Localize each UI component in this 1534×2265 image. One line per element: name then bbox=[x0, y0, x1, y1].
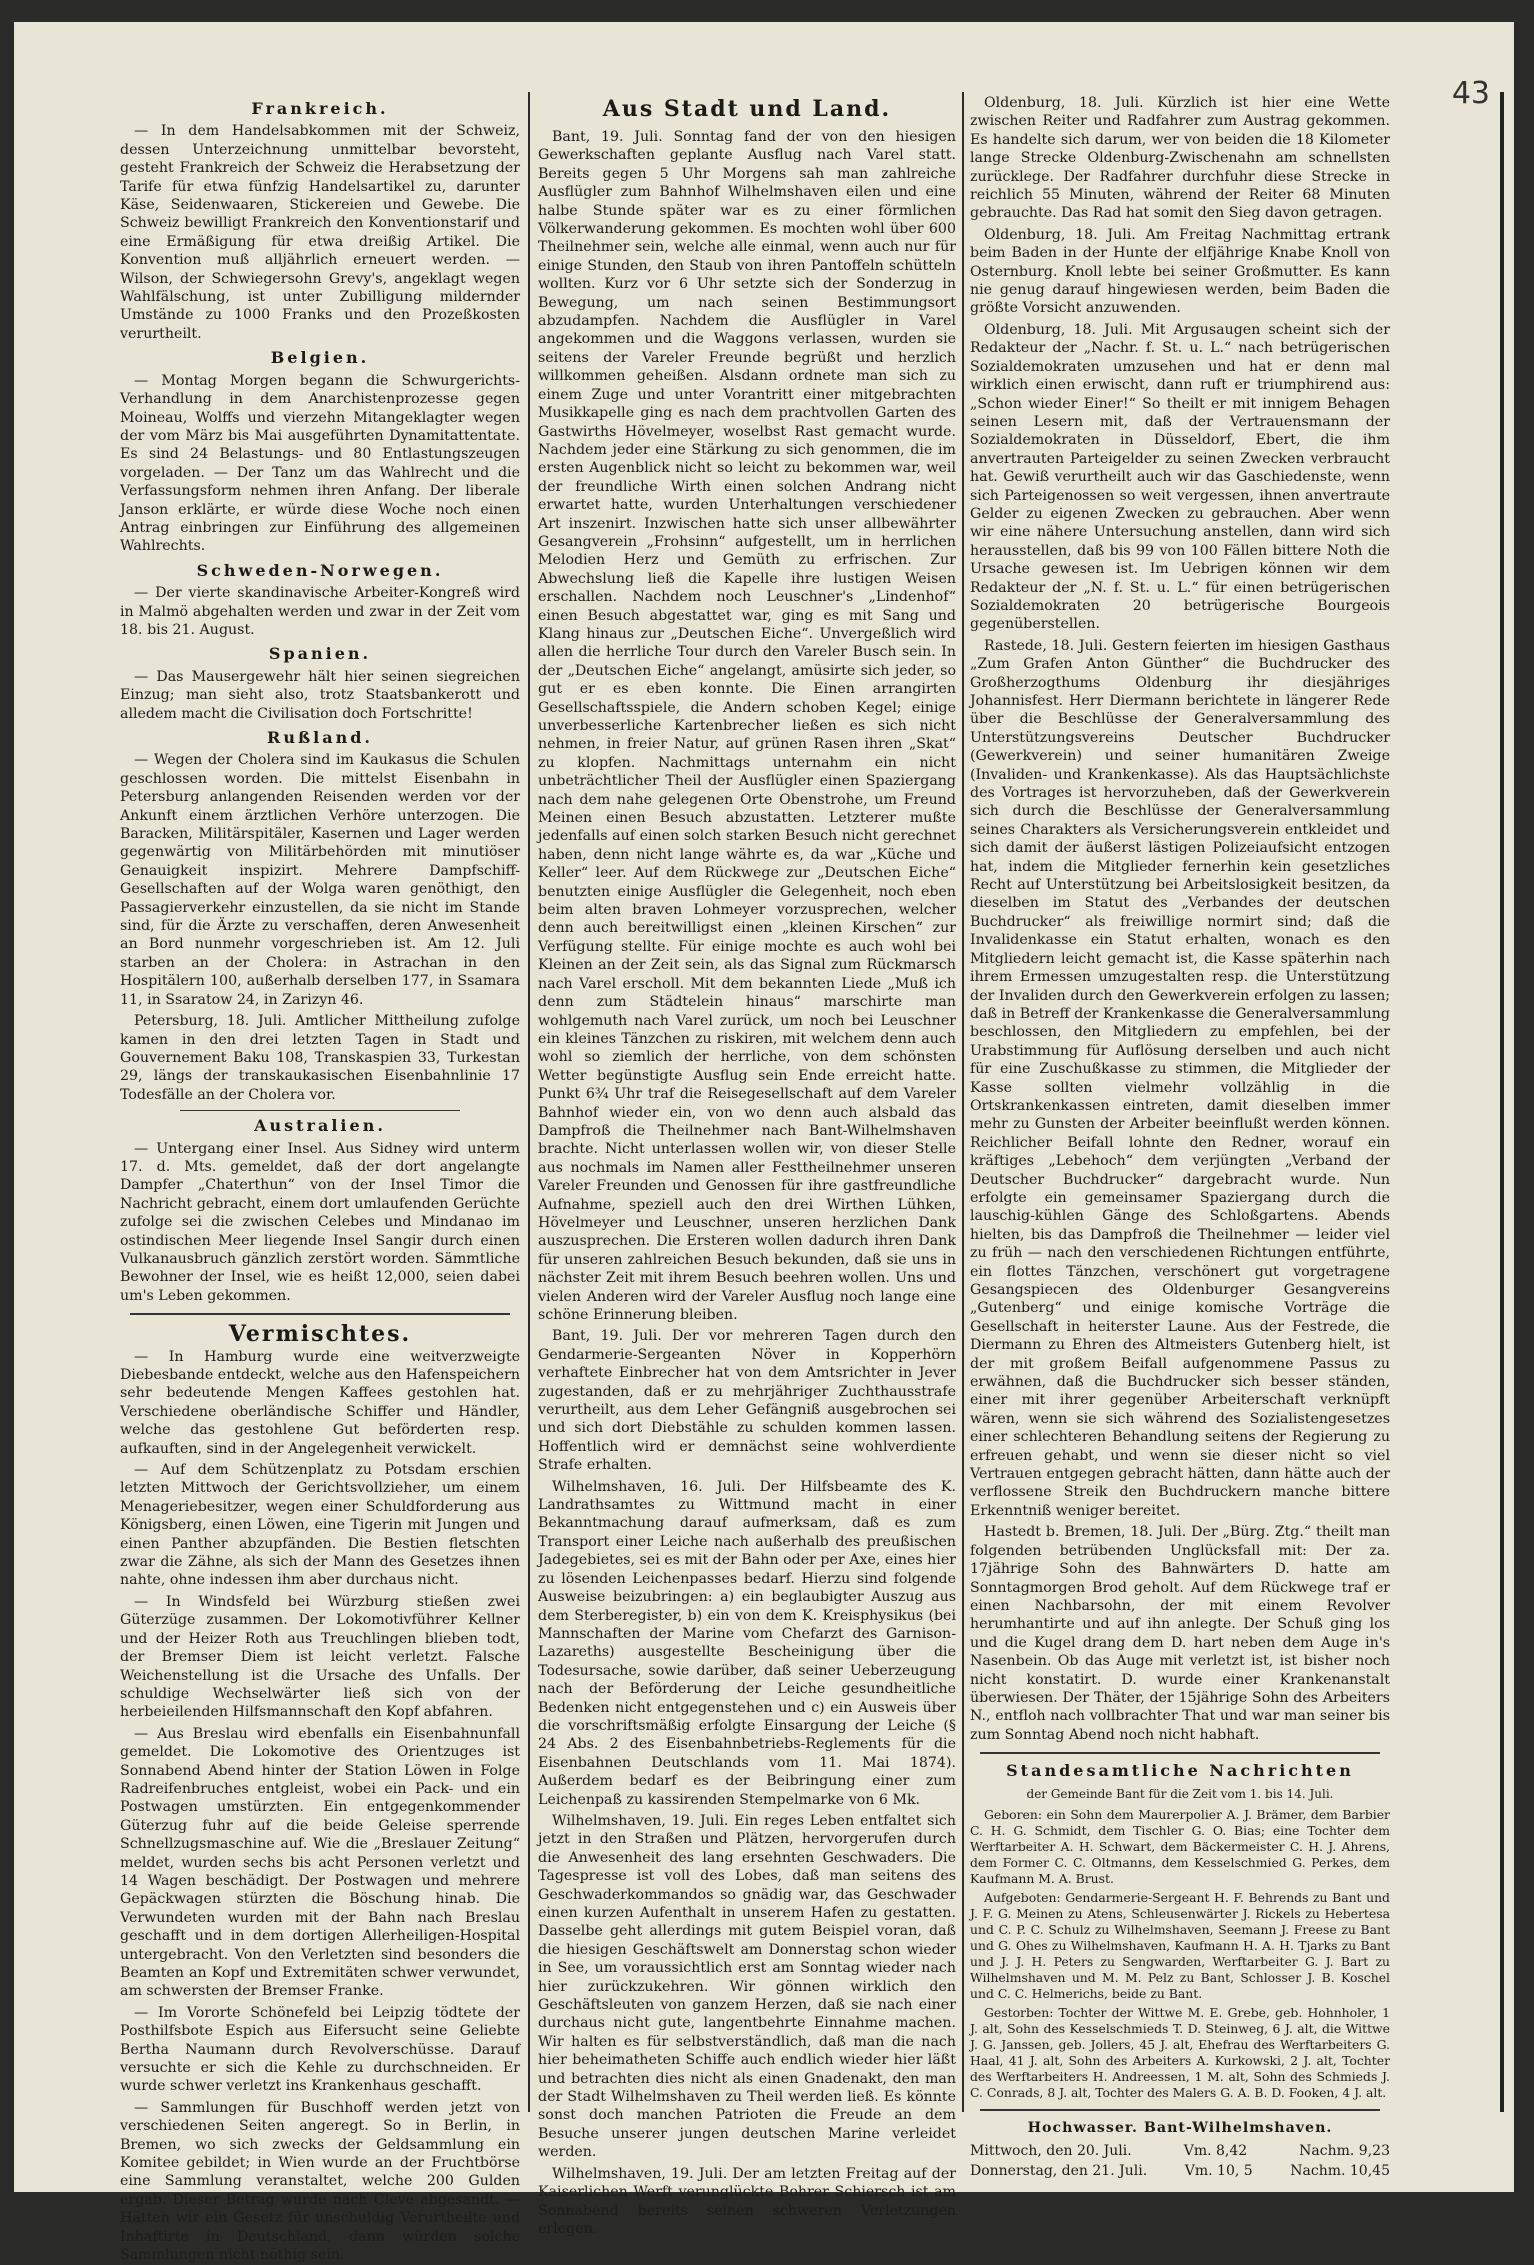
section-divider bbox=[130, 1313, 510, 1315]
tide-row bbox=[970, 2161, 1390, 2181]
page-edge-border bbox=[1500, 92, 1504, 2112]
article-paragraph: Oldenburg, 18. Juli. Kürzlich ist hier eine Wette zwischen Reiter und Radfahrer zum Austrag gekommen. Es handelte sich darum, wer von beiden die 18 Kilometer lange Strecke Oldenburg-Zwischenahn am schnellsten zurücklege. Der Radfahrer durchfuhr diese Strecke in reichlich 55 Minuten, während der Reiter 68 Minuten gebrauchte. Das Rad hat somit den Sieg davon getragen. bbox=[970, 95, 1390, 222]
section-heading-russland: Rußland. bbox=[267, 728, 373, 747]
article-paragraph: Wilhelmshaven, 19. Juli. Ein reges Leben entfaltet sich jetzt in den Straßen und Plätzen, hervorgerufen durch die Anwesenheit des lang ersehnten Geschwaders. Die Tagespresse ist voll des Lobes, daß man seitens des Geschwaderkommandos so gnädig war, das Geschwader einen kurzen Aufenthalt in unserem Hafen zu gestatten. Dasselbe geht allerdings mit gutem Beispiel voran, daß die hiesigen Geschäftswelt am Donnerstag schon wieder in See, um voraussichtlich erst am Sonntag wieder nach hier zurückzukehren. Wir gönnen wirklich den Geschäftsleuten von ganzem Herzen, daß sie nach einer durchaus nicht gute, langentbehrte Einnahme machen. Wir halten es für selbstverständlich, daß man die nach hier beheimatheten Schiffe auch endlich wieder hier läßt und betrachten dies nicht als einen Gnadenakt, den man der Stadt Wilhelmshaven zu Theil werden ließ. Es könnte sonst doch manchen Patrioten die Freude an dem Besuche unserer jungen deutschen Marine verleidet werden. bbox=[538, 1812, 956, 2161]
article-paragraph: — In Windsfeld bei Würzburg stießen zwei Güterzüge zusammen. Der Lokomotivführer Kellner und der Heizer Roth aus Treuchlingen blieben todt, der Bremser Diem ist leicht verletzt. Falsche Weichenstellung ist die Ursache des Unfalls. Der schuldige Wechselwärter ließ sich von der herbeieilenden Hilfsmannschaft den Kopf abfahren. bbox=[120, 1593, 520, 1721]
civil-registry-banns: Aufgeboten: Gendarmerie-Sergeant H. F. Behrends zu Bant und J. F. G. Meinen zu Atens, Schleusenwärter J. Rickels zu Hebertesa und C. P. C. Schulz zu Wilhelmshaven, Seemann J. Freese zu Bant und G. Ohes zu Wilhelmshaven, Kaufmann H. A. H. Tjarks zu Bant und J. J. H. Peters zu Sengwarden, Werftarbeiter G. J. Bart zu Wilhelmshaven und M. M. Pelz zu Bant, Schlosser J. B. Koschel und C. C. Helmerichs, beide zu Bant. bbox=[970, 1889, 1390, 2001]
article-paragraph: — In dem Handelsabkommen mit der Schweiz, dessen Unterzeichnung unmittelbar bevorsteht, gesteht Frankreich der Schweiz die Herabsetzung der Tarife für etwa fünfzig Handelsartikel zu, darunter Käse, Seidenwaaren, Stickereien und Gewebe. Die Schweiz bewilligt Frankreich den Konventionstarif und eine Ermäßigung für etwa dreißig Artikel. Die Konvention muß alljährlich erneuert werden. — Wilson, der Schwiegersohn Grevy's, angeklagt wegen Wahlfälschung, ist unter Zubilligung mildernder Umstände zu 1000 Franks und den Prozeßkosten verurtheilt. bbox=[120, 123, 520, 342]
section-heading-standesamt: Standesamtliche Nachrichten bbox=[1006, 1761, 1354, 1781]
article-paragraph: — Wegen der Cholera sind im Kaukasus die Schulen geschlossen worden. Die mittelst Eisenbahn in Petersburg anlangenden Reisenden werden vor der Ankunft einem ärztlichen Verhöre unterzogen. Die Baracken, Militärspitäler, Kasernen und Lager werden gegenwärtig von Militärbehörden mit minutiöser Genauigkeit inspizirt. Mehrere Dampfschiff-Gesellschaften auf der Wolga waren genöthigt, den Passagierverkehr einzustellen, da sie nicht im Stande sind, für die Ärzte zu verschaffen, deren Anwesenheit an Bord nunmehr vorgeschrieben ist. Am 12. Juli starben an der Cholera: in Astrachan in den Hospitälern 100, außerhalb derselben 177, in Ssamara 11, in Ssaratow 24, in Zarizyn 46. bbox=[120, 752, 520, 1008]
section-heading-schweden: Schweden-Norwegen. bbox=[196, 560, 444, 580]
civil-registry-births: Geboren: ein Sohn dem Maurerpolier A. J. Brämer, dem Barbier C. H. G. Schmidt, dem Tischler G. O. Bias; eine Tochter dem Werftarbeiter A. H. Schwart, dem Bäckermeister C. H. J. Ahrens, dem Former C. C. Oltmanns, dem Kesselschmied G. Perkes, dem Kaufmann M. A. Brust. bbox=[970, 1806, 1390, 1886]
column-regional-news bbox=[970, 94, 1390, 2180]
civil-registry-deaths: Gestorben: Tochter der Wittwe M. E. Grebe, geb. Hohnholer, 1 J. alt, Sohn des Kesselschmieds T. D. Steinweg, 6 J. alt, die Wittwe J. G. Janssen, geb. Jollers, 45 J. alt, Ehefrau des Werftarbeiters G. Haal, 41 J. alt, Sohn des Arbeiters A. Kurkowski, 2 J. alt, Tochter des Werftarbeiters H. Andreessen, 1 M. alt, Sohn des Schmieds J. C. Conrads, 8 J. alt, Tochter des Malers G. A. B. D. Fooken, 4 J. alt. bbox=[970, 2004, 1390, 2100]
tide-afternoon: Nachm. 9,23 bbox=[1299, 2143, 1390, 2160]
section-divider bbox=[980, 2109, 1380, 2111]
article-paragraph: — Sammlungen für Buschhoff werden jetzt von verschiedenen Seiten angeregt. So in Berlin, in Bremen, wo sich zwecks der Geldsammlung ein Komitee gebildet; in Wien wurde an der Fruchtbörse eine Sammlung veranstaltet, welche 200 Gulden ergab. Dieser Betrag wurde nach Cleve abgesandt. — Hätten wir ein Gesetz für unschuldig Verurtheilte und Inhaftirte in Deutschland, dann würden solche Sammlungen nicht nöthig sein. bbox=[120, 2099, 520, 2264]
article-paragraph: — Im Vororte Schönefeld bei Leipzig tödtete der Posthilfsbote Espich aus Eifersucht seine Geliebte Bertha Naumann durch Revolverschüsse. Darauf versuchte er sich die Kehle zu durchschneiden. Er wurde schwer verletzt ins Krankenhaus geschafft. bbox=[120, 2004, 520, 2095]
section-heading-vermischtes: Vermischtes. bbox=[228, 1321, 412, 1348]
section-divider bbox=[980, 1752, 1380, 1754]
civil-registry-section bbox=[970, 1762, 1390, 2101]
section-heading-australien: Australien. bbox=[254, 1116, 386, 1136]
article-paragraph: — In Hamburg wurde eine weitverzweigte Diebesbande entdeckt, welche aus den Hafenspeichern sehr bedeutende Mengen Kaffees gestohlen hat. Verschiedene oberländische Schiffer und Händler, welche das gestohlene Gut beförderten resp. aufkauften, sind in der Angelegenheit verwickelt. bbox=[120, 1348, 520, 1457]
article-paragraph: — Aus Breslau wird ebenfalls ein Eisenbahnunfall gemeldet. Die Lokomotive des Orientzuges ist Sonnabend Abend hinter der Station Löwen in Folge Radreifenbruches entgleist, wobei ein Pack- und ein Postwagen umstürzten. Ein entgegenkommender Güterzug fuhr auf die beide Geleise sperrende Schnellzugsmaschine auf. Wie die „Breslauer Zeitung“ meldet, wurden sechs bis acht Personen verletzt und 14 Wagen beschädigt. Der Postwagen und mehrere Gepäckwagen stürzten die Böschung hinab. Die Verwundeten wurden mit der Bahn nach Breslau geschafft und in dem dortigen Allerheiligen-Hospital untergebracht. Von den Verletzten sind besonders die Beamten an Kopf und Extremitäten schwer verwundet, am schwersten der Bremser Franke. bbox=[120, 1725, 520, 2000]
section-divider bbox=[180, 1110, 460, 1111]
article-paragraph: Bant, 19. Juli. Der vor mehreren Tagen durch den Gendarmerie-Sergeanten Növer in Kopperhörn verhaftete Einbrecher hat von dem Amtsrichter in Jever zugestanden, daß er zu mehrjähriger Zuchthausstrafe verurtheilt, aus dem Leher Gefängniß ausgebrochen sei und sich dort Diebstähle zu schulden kommen lassen. Hoffentlich wird er demnächst seine wohlverdiente Strafe erhalten. bbox=[538, 1328, 956, 1474]
section-heading-spanien: Spanien. bbox=[268, 644, 372, 664]
article-paragraph: — Montag Morgen begann die Schwurgerichts-Verhandlung in dem Anarchistenprozesse gegen Moineau, Wolffs und vierzehn Mitangeklagter wegen der vom März bis Mai ausgeführten Dynamitattentate. Es sind 24 Belastungs- und 80 Entlastungszeugen vorgeladen. — Der Tanz um das Wahlrecht und die Verfassungsform nehmen ihren Anfang. Der liberale Janson erklärte, er würde diese Woche noch einen Antrag einbringen zur Einführung des allgemeinen Wahlrechts. bbox=[120, 372, 520, 555]
article-paragraph: — Der vierte skandinavische Arbeiter-Kongreß wird in Malmö abgehalten werden und zwar in der Zeit vom 18. bis 21. August. bbox=[120, 585, 520, 638]
article-paragraph: — Das Mausergewehr hält hier seinen siegreichen Einzug; man sieht also, trotz Staatsbankerott und alledem macht die Civilisation doch Fortschritte! bbox=[120, 668, 520, 722]
article-paragraph: Bant, 19. Juli. Sonntag fand der von den hiesigen Gewerkschaften geplante Ausflug nach Varel statt. Bereits gegen 5 Uhr Morgens sah man zahlreiche Ausflügler zum Bahnhof Wilhelmshaven eilen und eine halbe Stunde später war es zu einer förmlichen Völkerwanderung gekommen. Es mochten wohl über 600 Theilnehmer sein, welche alle einmal, wenn auch nur für einige Stunden, den Staub von ihren Pantoffeln schütteln wollten. Kurz vor 6 Uhr setzte sich der Sonderzug in Bewegung, um nach seinen Bestimmungsort abzudampfen. Nachdem die Ausflügler in Varel angekommen und die Waggons verlassen, wurden sie seitens der Vareler Freunde begrüßt und herzlich willkommen geheißen. Alsdann ordnete man sich zu einem Zuge und unter Vorantritt einer mitgebrachten Musikkapelle ging es nach dem prachtvollen Garten des Gastwirths Hövelmeyer, woselbst Rast gemacht wurde. Nachdem jeder eine Stärkung zu sich genommen, die im ersten Augenblick nicht so leicht zu bekommen war, weil der freundliche Wirth einen solchen Andrang nicht erwartet hatte, wurden Unterhaltungen verschiedener Art inszenirt. Inzwischen hatte sich unser allbewährter Gesangverein „Frohsinn“ aufgestellt, um in herrlichen Melodien Herz und Gemüth zu erfrischen. Zur Abwechslung ließ die Kapelle ihre lustigen Weisen erschallen. Nachdem noch Leuschner's „Lindenhof“ einen Besuch abgestattet war, ging es mit Sang und Klang hinaus zur „Deutschen Eiche“. Unvergeßlich wird allen die herrliche Tour durch den Vareler Busch sein. In der „Deutschen Eiche“ angelangt, amüsirte sich jeder, so gut er es eben konnte. Die Einen arrangirten Gesellschaftsspiele, die Andern schoben Kegel; einige unverbesserliche Kartenbrecher ließen es sich nicht nehmen, in freier Natur, auf grünen Rasen ihren „Skat“ zu klopfen. Nachmittags unternahm ein nicht unbeträchtlicher Theil der Ausflügler einen Spaziergang nach dem nahe gelegenen Orte Obenstrohe, um Freund Meinen einen Besuch abzustatten. Letzterer mußte jedenfalls auf einen solch starken Besuch nicht gerechnet haben, denn nicht lange währte es, da war „Küche und Keller“ leer. Auf dem Rückwege zur „Deutschen Eiche“ benutzten einige Ausflügler die Gelegenheit, noch eben beim alten braven Lohmeyer vorzusprechen, welcher denn auch bereitwilligst einen „kleinen Kirschen“ zur Verfügung stellte. Für einige mochte es auch wohl bei Kleinen an der Zeit sein, als das Signal zum Rückmarsch nach Varel erscholl. Mit dem bekannten Liede „Muß ich denn zum Städtelein hinaus“ marschirte man wohlgemuth nach Varel zurück, um noch bei Leuschner ein kleines Tänzchen zu riskiren, mit welchem denn auch wohl so ziemlich der herrliche, von dem schönsten Wetter begünstigte Ausflug sein Ende erreicht hatte. Punkt 6¾ Uhr traf die Reisegesellschaft auf dem Vareler Bahnhof wieder ein, von wo denn auch alsbald das Dampfroß die Theilnehmer nach Bant-Wilhelmshaven brachte. Nicht unterlassen wollen wir, von dieser Stelle aus nochmals im Namen aller Festtheilnehmer unseren Vareler Freunden und Genossen für ihre gastfreundliche Aufnahme, speziell auch den drei Wirthen Lühken, Hövelmeyer und Leuschner, unseren herzlichen Dank auszusprechen. Die Ersteren wollen dadurch ihren Dank für unseren zahlreichen Besuch bekunden, daß sie uns in nächster Zeit mit ihrem Besuch beehren wollen. Uns und vielen Anderen wird der Vareler Ausflug noch lange eine schöne Erinnerung bleiben. bbox=[538, 129, 956, 1323]
article-paragraph: Wilhelmshaven, 19. Juli. Der am letzten Freitag auf der Kaiserlichen Werft verunglückte Bohrer Schiersch ist am Sonnabend bereits seinen schweren Verletzungen erlegen. bbox=[538, 2165, 956, 2237]
article-paragraph: Rastede, 18. Juli. Gestern feierten im hiesigen Gasthaus „Zum Grafen Anton Günther“ die Buchdrucker des Großherzogthums Oldenburg ihr diesjähriges Johannisfest. Herr Diermann berichtete in längerer Rede über die Beschlüsse der Generalversammlung des Unterstützungsvereins Deutscher Buchdrucker (Gewerkverein) und seiner humanitären Zweige (Invaliden- und Krankenkasse). Als das Hauptsächlichste des Vortrages ist hervorzuheben, daß der Gewerkverein sich durch die Beschlüsse der Generalversammlung seines Charakters als Versicherungsverein entkleidet und sich damit der äußerst lästigen Polizeiaufsicht entzogen hat, indem die Mitglieder fernerhin kein gesetzliches Recht auf Unterstützung bei Arbeitslosigkeit besitzen, da dieselben im Statut des „Verbandes der deutschen Buchdrucker“ als freiwillige normirt sind; daß die Invalidenkasse ein Statut erhalten, wonach es den Mitgliedern leicht gemacht ist, die Kasse späterhin nach ihrem Ermessen umzugestalten resp. die Unterstützung der Invaliden durch den Gewerkverein erfolgen zu lassen; daß in Betreff der Krankenkasse die Generalversammlung beschlossen, den Mitgliedern zu empfehlen, bei der Urabstimmung für Auflösung derselben und auch nicht für eine Zuschußkasse zu stimmen, die Mitglieder der Kasse sollten vielmehr vollzählig in die Ortskrankenkassen eintreten, damit dieselben immer mehr zu Gunsten der Arbeiter beeinflußt werden können. Reichlicher Beifall lohnte den Redner, worauf ein kräftiges „Lebehoch“ dem verjüngten „Verband der Deutscher Buchdrucker“ dargebracht wurde. Nun erfolgte ein gemeinsamer Spaziergang durch die lauschig-kühlen Gänge des Schloßgartens. Abends hielten, bis das Dampfroß die Theilnehmer — leider viel zu früh — nach den verschiedenen Richtungen entführte, ein flottes Tänzchen, verschönert gut vorgetragene Gesangspiecen des Oldenburger Gesangvereins „Gutenberg“ und einige komische Vorträge die Gesellschaft in heiterster Laune. Aus der Festrede, die Diermann zu Ehren des Altmeisters Gutenberg hielt, ist der mit großem Beifall aufgenommene Passus zu erwähnen, daß die Buchdrucker sich besser ständen, einer mit ihrer gegenüber Arbeiterschaft verknüpft wären, wenn sie sich während des Sozialistengesetzes einer schlechteren Behandlung seitens der Regierung zu erfreuen gehabt, und wenn sie dieser nicht so viel Vertrauen entgegen gebracht hätten, dann hätte auch der verflossene Streik den Buchdruckern manche bittere Erkenntniß weniger bereitet. bbox=[970, 637, 1390, 1519]
tide-table-heading: Hochwasser. Bant-Wilhelmshaven. bbox=[1027, 2119, 1333, 2136]
article-paragraph: Hastedt b. Bremen, 18. Juli. Der „Bürg. Ztg.“ theilt man folgenden betrübenden Unglücksfall mit: Der za. 17jährige Sohn des Bahnwärters D. hatte am Sonntagmorgen Brod geholt. Auf dem Rückwege traf er einen Nachbarsohn, der mit einem Revolver herumhantirte und auf ihn anlegte. Der Schuß ging los und die Kugel drang dem D. hart neben dem Auge in's Nasenbein. Ob das Auge mit verletzt ist, ist bisher noch nicht konstatirt. D. wurde einer Krankenanstalt überwiesen. Der Thäter, der 15jährige Sohn des Arbeiters N., entfloh nach vollbrachter That und war man seiner bis zum Sonntag Abend noch nicht habhaft. bbox=[970, 1524, 1390, 1743]
section-heading-belgien: Belgien. bbox=[270, 348, 370, 368]
tide-afternoon: Nachm. 10,45 bbox=[1290, 2163, 1390, 2180]
article-paragraph: Wilhelmshaven, 16. Juli. Der Hilfsbeamte des K. Landrathsamtes zu Wittmund macht in einer Bekanntmachung darauf aufmerksam, daß es zum Transport einer Leiche nach außerhalb des preußischen Jadegebietes, sei es mit der Bahn oder per Axe, eines hier zu lösenden Leichenpasses bedarf. Hierzu sind folgende Ausweise beizubringen: a) ein beglaubigter Auszug aus dem Sterberegister, b) ein von dem K. Kreisphysikus (bei Mannschaften der Marine vom Chefarzt des Garnison-Lazareths) ausgestellte Bescheinigung über die Todesursache, sowie darüber, daß seiner Ueberzeugung nach der Beförderung der Leiche gesundheitliche Bedenken nicht entgegenstehen und c) ein Ausweis über die vorschriftsmäßig erfolgte Einsargung der Leiche (§ 24 Abs. 2 des Eisenbahnbetriebs-Reglements für die Eisenbahnen Deutschlands vom 11. Mai 1874). Außerdem bedarf es der Beibringung einer zum Leichenpaß zu kassirenden Stempelmarke von 6 Mk. bbox=[538, 1478, 956, 1808]
tide-table bbox=[970, 2119, 1390, 2181]
tide-morning: Vm. 8,42 bbox=[1183, 2143, 1248, 2160]
civil-registry-subheading: der Gemeinde Bant für die Zeit vom 1. bis 14. Juli. bbox=[1026, 1786, 1334, 1801]
section-heading-stadt-und-land: Aus Stadt und Land. bbox=[602, 96, 892, 122]
tide-day: Donnerstag, den 21. Juli. bbox=[970, 2163, 1148, 2180]
column-foreign-news bbox=[120, 94, 520, 2264]
tide-morning: Vm. 10, 5 bbox=[1184, 2163, 1253, 2180]
tide-day: Mittwoch, den 20. Juli. bbox=[970, 2143, 1132, 2160]
tide-row bbox=[970, 2141, 1390, 2161]
section-heading-frankreich: Frankreich. bbox=[251, 99, 389, 118]
page-number: 43 bbox=[1451, 76, 1490, 111]
column-rule bbox=[528, 92, 530, 2112]
article-paragraph: Oldenburg, 18. Juli. Am Freitag Nachmittag ertrank beim Baden in der Hunte der elfjährige Knabe Knoll von Osternburg. Knoll lebte bei seiner Großmutter. Es kann nie genug darauf hingewiesen werden, beim Baden die größte Vorsicht anzuwenden. bbox=[970, 226, 1390, 317]
article-paragraph: — Auf dem Schützenplatz zu Potsdam erschien letzten Mittwoch der Gerichtsvollzieher, um einem Menageriebesitzer, wegen einer Schuldforderung aus Königsberg, einen Löwen, eine Tigerin mit Jungen und einen Panther abzupfänden. Die Bestien fletschten zwar die Zähne, als sich der Mann des Gesetzes ihnen nahte, ohne indessen ihm aber durchaus nicht. bbox=[120, 1462, 520, 1589]
column-rule bbox=[962, 92, 964, 2112]
article-paragraph: Oldenburg, 18. Juli. Mit Argusaugen scheint sich der Redakteur der „Nachr. f. St. u. L.“ nach betrügerischen Sozialdemokraten umzusehen und hat er denn mal wirklich einen erwischt, dann ruft er triumphirend aus: „Schon wieder Einer!“ So theilt er mit innigem Behagen seinen Lesern mit, daß der Vertrauensmann der Sozialdemokraten in Düsseldorf, Ebert, die ihm anvertrauten Parteigelder zu seinen Zwecken verbraucht hat. Gewiß verurtheilt auch wir das Gaschiedenste, wenn sich Parteigenossen so weit vergessen, ihnen anvertraute Gelder zu eigenen Zwecken zu gebrauchen. Aber wenn wir eine nähere Untersuchung anstellen, dann wird sich herausstellen, daß bis 99 von 100 Fällen bittere Noth die Ursache gewesen ist. Im Uebrigen können wir dem Redakteur der „N. f. St. u. L.“ für einen betrügerischen Sozialdemokraten 20 betrügerische Bourgeois gegenüberstellen. bbox=[970, 321, 1390, 633]
article-paragraph: Petersburg, 18. Juli. Amtlicher Mittheilung zufolge kamen in den drei letzten Tagen in Stadt und Gouvernement Baku 108, Transkaspien 33, Turkestan 29, längs der transkaukasischen Eisenbahnlinie 17 Todesfälle an der Cholera vor. bbox=[120, 1013, 520, 1103]
article-paragraph: — Untergang einer Insel. Aus Sidney wird unterm 17. d. Mts. gemeldet, daß der dort angelangte Dampfer „Chaterthun“ von der Insel Timor die Nachricht gebracht, einem dort umlaufenden Gerüchte zufolge sei die zwischen Celebes und Mindanao im ostindischen Meer liegende Insel Sangir durch einen Vulkanausbruch gänzlich zerstört worden. Sämmtliche Bewohner der Insel, wie es heißt 12,000, seien dabei um's Leben gekommen. bbox=[120, 1140, 520, 1304]
newspaper-page bbox=[14, 22, 1514, 2264]
column-local-news bbox=[538, 94, 956, 2237]
